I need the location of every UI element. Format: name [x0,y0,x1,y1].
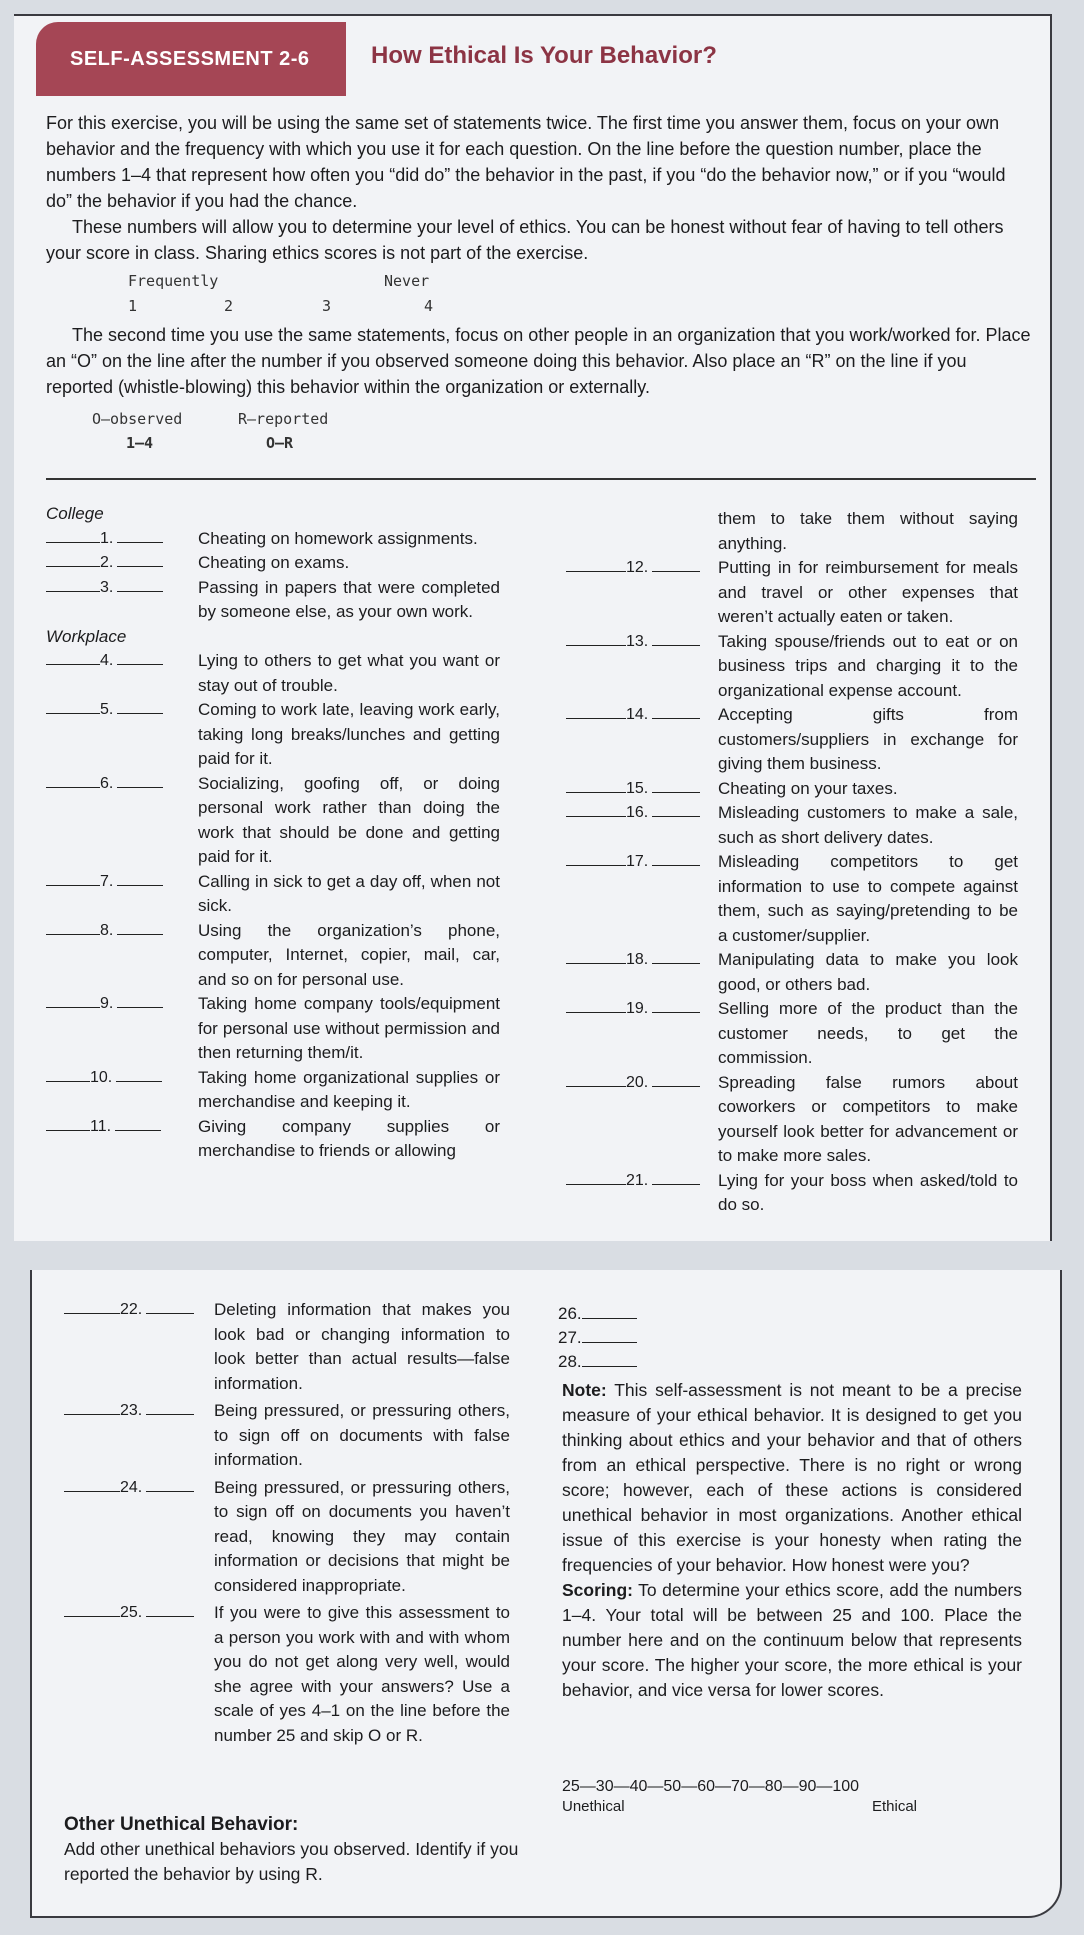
scoring-text: To determine your ethics score, add the numbers 1–4. Your total will be between 25 and 100. Place the number here and on the continuum below that represents your score. The higher your score, the more ethical is your behavior, and vice versa for lower scores. [562,1580,1022,1700]
rating-blank[interactable] [46,773,100,788]
list-item [64,1476,510,1599]
observed-blank[interactable] [116,1067,162,1082]
note-text: This self-assessment is not meant to be a precise measure of your ethical behavior. It is designed to get you thinking about ethics and your behavior and that of others from an ethical perspective. There is no right or wrong score; however, each of these actions is considered unethical behavior in most organizations. Another ethical issue of this exercise is your honesty when rating the frequencies of your behavior. How honest were you? [562,1380,1022,1575]
list-item [46,527,500,552]
list-item [46,698,500,772]
item-number: 18. [626,951,649,968]
list-item [566,850,1018,948]
rating-blank[interactable] [46,577,100,592]
extra-line [558,1350,758,1374]
item-number: 4. [100,652,114,669]
list-item [64,1601,510,1748]
extra-line-number: 26. [558,1304,582,1323]
observed-blank[interactable] [652,802,700,817]
rating-blank[interactable] [566,802,626,817]
observed-blank[interactable] [652,998,700,1013]
observed-blank[interactable] [652,557,700,572]
rating-blank[interactable] [64,1602,120,1617]
item-number: 13. [626,632,649,650]
item-text: Giving company supplies or merchandise to friends or allowing [198,1116,500,1160]
item-text: Putting in for reimbursement for meals and travel or other expenses that weren’t actually eaten or taken. [718,558,1018,626]
list-item [566,801,1018,850]
list-item [46,772,500,870]
other-title: Other Unethical Behavior: [64,1814,299,1835]
item-number: 24. [120,1478,143,1496]
extra-line-blank[interactable] [582,1352,637,1367]
instructions [46,110,1036,266]
item-number: 10. [90,1068,113,1086]
extra-line-blank[interactable] [582,1328,637,1343]
item-text: Spreading false rumors about coworkers or competitors to make yourself look better for advancement or to make more sales. [718,1072,1018,1165]
item-number: 17. [626,853,649,870]
blank-lines [558,1302,758,1374]
observed-blank[interactable] [652,851,700,866]
other-text: Add other unethical behaviors you observed. Identify if you reported the behavior by using R. [64,1839,519,1884]
item-number: 11. [90,1117,112,1135]
rating-blank[interactable] [566,557,626,572]
observed-blank[interactable] [117,920,163,935]
item-number: 14. [626,706,649,723]
rating-blank[interactable] [566,949,626,964]
item-number: 9. [100,995,114,1012]
observed-blank[interactable] [117,650,163,665]
list-item [46,1115,500,1164]
observed-blank[interactable] [146,1299,194,1314]
item-text: Misleading customers to make a sale, such as short delivery dates. [718,803,1018,847]
item-text: Using the organization’s phone, computer, Internet, copier, mail, car, and so on for personal use. [198,920,500,989]
section-college: College [46,504,104,523]
rating-blank[interactable] [46,650,100,665]
item-number: 15. [626,779,649,797]
observed-blank[interactable] [652,949,700,964]
other-unethical-section [64,1812,564,1887]
rating-blank[interactable] [64,1477,120,1492]
observed-blank[interactable] [117,993,163,1008]
extra-line-number: 27. [558,1328,582,1347]
item-text: Lying to others to get what you want or stay out of trouble. [198,651,500,695]
observed-blank[interactable] [117,773,163,788]
list-item [46,919,500,993]
instructions-2 [46,322,1036,400]
item-number: 6. [100,774,114,792]
item-number: 8. [100,921,114,939]
item-number: 21. [626,1171,649,1189]
assessment-tab: SELF-ASSESSMENT 2-6 [36,22,346,96]
item-text: Being pressured, or pressuring others, to sign off on documents with false information. [214,1401,510,1469]
item-number: 20. [626,1073,649,1091]
item-11-continued: them to take them without saying anything. [718,509,1018,553]
label-reported: R—reported [238,410,329,428]
item-text: Taking home company tools/equipment for personal use without permission and then returning them/it. [198,994,500,1062]
rating-blank[interactable] [46,552,100,567]
rating-blank[interactable] [46,871,100,886]
observed-blank[interactable] [117,528,163,543]
section-workplace: Workplace [46,626,127,646]
item-text: Coming to work late, leaving work early, taking long breaks/lunches and getting paid for it. [198,700,500,768]
rating-blank[interactable] [64,1299,120,1314]
observed-blank[interactable] [146,1477,194,1492]
extra-line [558,1326,758,1350]
list-item [566,1169,1018,1218]
item-number: 5. [100,701,114,718]
item-number: 25. [120,1604,143,1621]
list-item [566,948,1018,997]
note-label: Note: [562,1380,607,1400]
item-text: Lying for your boss when asked/told to do so. [718,1170,1018,1214]
scale-4: 4 [424,297,434,315]
range-1-4: 1–4 [126,434,154,452]
note-section [562,1378,1022,1703]
extra-line-number: 28. [558,1352,582,1371]
item-text: Selling more of the product than the customer needs, to get the commission. [718,999,1018,1067]
intro-p1: For this exercise, you will be using the same set of statements twice. The first time you answer them, focus on your own behavior and the frequency with which you use it for each question. On the line before the question number, place the numbers 1–4 that represent how often you “did do” the behavior in the past, if you “do the behavior now,” or if you “would do” the behavior if you had the chance. [46,113,1006,211]
scale-never: Never [384,272,430,290]
intro-p2: These numbers will allow you to determine your level of ethics. You can be honest without fear of having to tell others your score in class. Sharing ethics scores is not part of the exercise. [46,217,1004,263]
list-item [46,576,500,625]
list-item [566,1071,1018,1169]
item-text: Taking spouse/friends out to eat or on business trips and charging it to the organizational expense account. [718,631,1018,700]
list-item [64,1298,510,1396]
rating-blank[interactable] [566,778,626,793]
rating-blank[interactable] [566,1170,626,1185]
items-right-column [566,507,1018,1218]
item-number: 19. [626,1000,649,1017]
item-text: Calling in sick to get a day off, when not sick. [198,871,500,915]
range-o-r: O–R [266,434,294,452]
scale-frequently: Frequently [128,272,219,290]
observed-blank[interactable] [146,1400,194,1415]
item-number: 16. [626,804,649,821]
item-text: Misleading competitors to get information to use to compete against them, such as saying/pretending to be a customer/supplier. [718,852,1018,945]
list-item [46,551,500,576]
list-item [46,649,500,698]
scoring-label: Scoring: [562,1580,633,1600]
item-text: Passing in papers that were completed by someone else, as your own work. [198,577,500,621]
rating-blank[interactable] [46,1067,90,1082]
list-item [46,1066,500,1115]
item-number: 23. [120,1402,143,1419]
list-item [566,703,1018,777]
observed-blank[interactable] [146,1602,194,1617]
rating-blank[interactable] [566,851,626,866]
item-text: Taking home organizational supplies or merchandise and keeping it. [198,1067,500,1111]
observed-blank[interactable] [117,577,163,592]
scale-3: 3 [322,297,332,315]
items-page2-column [64,1298,510,1748]
rating-blank[interactable] [566,998,626,1013]
item-number: 1. [100,529,114,547]
score-continuum [562,1778,917,1815]
intro-p3: The second time you use the same statements, focus on other people in an organization that you work/worked for. Place an “O” on the line after the number if you observed someone doing this behavior. Also place an “R” on the line if you reported (whistle-blowing) this behavior within the organization or externally. [46,325,1031,397]
list-item [64,1399,510,1473]
item-number: 7. [100,872,114,890]
rating-blank[interactable] [46,1116,90,1131]
assessment-title: How Ethical Is Your Behavior? [371,42,717,69]
item-number: 3. [100,578,114,596]
rating-blank[interactable] [64,1400,120,1415]
observed-blank[interactable] [652,778,700,793]
item-text: Accepting gifts from customers/suppliers in exchange for giving them business. [718,705,1018,773]
rating-blank[interactable] [46,993,100,1008]
extra-line [558,1302,758,1326]
items-left-column [46,502,500,1164]
extra-line-blank[interactable] [582,1304,637,1319]
list-item [566,630,1018,704]
list-item [46,992,500,1066]
observed-blank[interactable] [117,699,163,714]
observed-blank[interactable] [652,1072,700,1087]
item-number: 2. [100,554,114,571]
observed-blank[interactable] [652,631,700,646]
label-observed: O—observed [92,410,183,428]
list-item [566,997,1018,1071]
list-item [46,870,500,919]
continuum-unethical: Unethical [562,1798,625,1815]
continuum-scale: 25—30—40—50—60—70—80—90—100 [562,1778,860,1795]
assessment-header [36,22,1026,92]
rating-blank[interactable] [566,631,626,646]
item-text: Deleting information that makes you look bad or changing information to look better than actual results—false information. [214,1300,510,1393]
item-text: Manipulating data to make you look good, or others bad. [718,950,1018,994]
observed-blank[interactable] [652,1170,700,1185]
item-text: If you were to give this assessment to a person you work with and with whom you do not get along very well, would she agree with your answers? Use a scale of yes 4–1 on the line before the number 25 and skip O or R. [214,1603,510,1745]
observed-blank[interactable] [115,1116,161,1131]
list-item [566,777,1018,802]
continuum-ethical: Ethical [871,1798,917,1815]
item-text: Socializing, goofing off, or doing personal work rather than doing the work that should be done and getting paid for it. [198,773,500,866]
divider [46,478,1036,480]
observed-blank[interactable] [117,871,163,886]
item-text: Being pressured, or pressuring others, to sign off on documents you haven’t read, knowing they may contain information or decisions that might be considered inappropriate. [214,1477,510,1595]
item-text: Cheating on homework assignments. [198,528,478,548]
rating-blank[interactable] [46,920,100,935]
item-number: 12. [626,559,649,576]
rating-blank[interactable] [566,1072,626,1087]
scale-1: 1 [128,297,138,315]
list-item [566,556,1018,630]
item-text: Cheating on exams. [198,553,350,572]
observed-blank[interactable] [652,704,700,719]
observed-blank[interactable] [117,552,163,567]
scale-2: 2 [224,297,234,315]
rating-blank[interactable] [566,704,626,719]
rating-blank[interactable] [46,699,100,714]
list-item [566,507,1018,556]
rating-blank[interactable] [46,528,100,543]
item-text: Cheating on your taxes. [718,778,898,798]
item-number: 22. [120,1301,143,1318]
